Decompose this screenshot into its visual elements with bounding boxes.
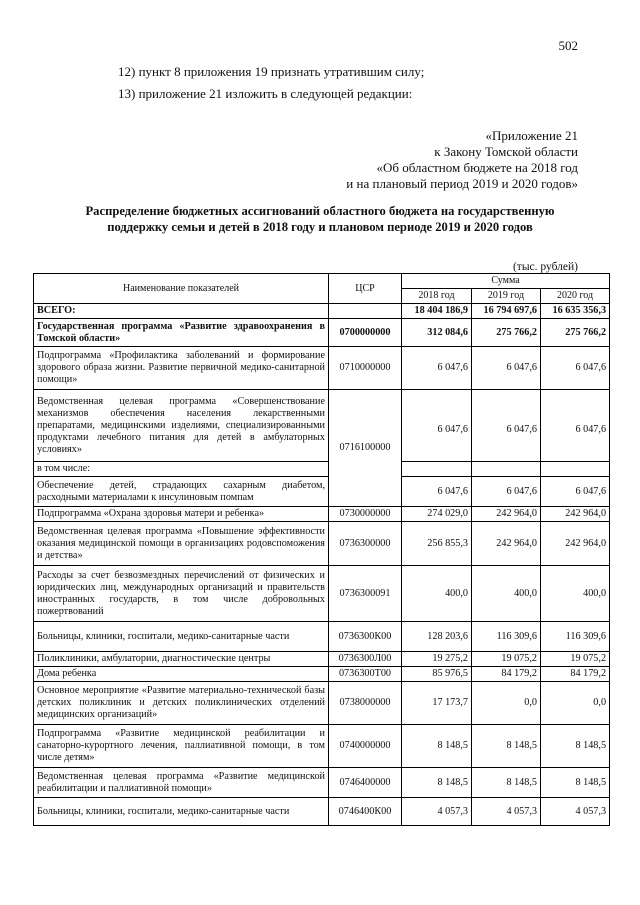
header-name: Наименование показателей: [34, 274, 329, 304]
row-2019: 16 794 697,6: [472, 304, 541, 319]
row-name: Больницы, клиники, госпитали, медико-санитарные части: [34, 622, 329, 652]
row-2019: [472, 462, 541, 477]
appendix-header: [278, 128, 578, 192]
row-2020: 6 047,6: [541, 390, 610, 462]
row-2019: 6 047,6: [472, 390, 541, 462]
row-2018: 4 057,3: [402, 798, 472, 826]
table-row: [34, 507, 610, 522]
row-2018: 17 173,7: [402, 682, 472, 725]
row-2018: [402, 462, 472, 477]
row-2018: 312 084,6: [402, 319, 472, 347]
row-2018: 8 148,5: [402, 725, 472, 768]
row-2019: 116 309,6: [472, 622, 541, 652]
row-2020: 84 179,2: [541, 667, 610, 682]
row-name: Подпрограмма «Охрана здоровья матери и ребенка»: [34, 507, 329, 522]
row-code: 0746400К00: [329, 798, 402, 826]
row-2020: 8 148,5: [541, 725, 610, 768]
row-code: 0736300Л00: [329, 652, 402, 667]
row-2020: [541, 462, 610, 477]
table-row: [34, 682, 610, 725]
row-name: Дома ребенка: [34, 667, 329, 682]
row-code: 0700000000: [329, 319, 402, 347]
row-code: 0736300Т00: [329, 667, 402, 682]
table-row: [34, 304, 610, 319]
page-number: 502: [558, 38, 578, 53]
row-2019: 19 075,2: [472, 652, 541, 667]
header-year-2018: 2018 год: [402, 289, 472, 304]
row-code: [329, 304, 402, 319]
table-row: [34, 622, 610, 652]
row-code: 0736300К00: [329, 622, 402, 652]
row-name: Подпрограмма «Развитие медицинской реабилитации и санаторно-курортного лечения, паллиативной помощи, в том числе детям»: [34, 725, 329, 768]
row-2020: 19 075,2: [541, 652, 610, 667]
row-2019: 400,0: [472, 566, 541, 622]
row-2018: 274 029,0: [402, 507, 472, 522]
row-name: Обеспечение детей, страдающих сахарным диабетом, расходными материалами к инсулиновым помпам: [34, 477, 329, 507]
row-code: 0746400000: [329, 768, 402, 798]
row-code: 0710000000: [329, 347, 402, 390]
row-2018: 6 047,6: [402, 347, 472, 390]
table-row: [34, 319, 610, 347]
row-code: 0736300000: [329, 522, 402, 566]
row-2020: 0,0: [541, 682, 610, 725]
row-2020: 116 309,6: [541, 622, 610, 652]
row-2018: 8 148,5: [402, 768, 472, 798]
row-code: 0738000000: [329, 682, 402, 725]
row-name: Расходы за счет безвозмездных перечислений от физических и юридических лиц, международных организаций и правительств иностранных государств, в том числе добровольных пожертвований: [34, 566, 329, 622]
row-2018: 400,0: [402, 566, 472, 622]
units-label: (тыс. рублей): [512, 261, 578, 273]
header-year-2020: 2020 год: [541, 289, 610, 304]
budget-table: [33, 273, 610, 826]
row-2018: 128 203,6: [402, 622, 472, 652]
paragraph-12: 12) пункт 8 приложения 19 признать утратившим силу;: [118, 64, 425, 79]
row-2020: 6 047,6: [541, 347, 610, 390]
row-2019: 6 047,6: [472, 477, 541, 507]
table-row: [34, 798, 610, 826]
row-2018: 256 855,3: [402, 522, 472, 566]
table-row: [34, 347, 610, 390]
header-code: ЦСР: [329, 274, 402, 304]
row-name: ВСЕГО:: [34, 304, 329, 319]
row-name: Поликлиники, амбулатории, диагностические центры: [34, 652, 329, 667]
table-row: [34, 566, 610, 622]
row-2019: 8 148,5: [472, 725, 541, 768]
row-2020: 242 964,0: [541, 522, 610, 566]
row-2019: 84 179,2: [472, 667, 541, 682]
row-2020: 16 635 356,3: [541, 304, 610, 319]
row-code: 0730000000: [329, 507, 402, 522]
row-name: в том числе:: [34, 462, 329, 477]
row-code: 0740000000: [329, 725, 402, 768]
header-sum: Сумма: [402, 274, 610, 289]
row-2020: 400,0: [541, 566, 610, 622]
row-name: Ведомственная целевая программа «Повышение эффективности оказания медицинской помощи в организациях родовспоможения и детства»: [34, 522, 329, 566]
row-2019: 275 766,2: [472, 319, 541, 347]
paragraph-13: 13) приложение 21 изложить в следующей редакции:: [118, 86, 413, 101]
row-2020: 6 047,6: [541, 477, 610, 507]
row-2018: 19 275,2: [402, 652, 472, 667]
table-row: [34, 522, 610, 566]
row-name: Основное мероприятие «Развитие материально-технической базы детских поликлиник и детских поликлинических отделений медицинских организаций»: [34, 682, 329, 725]
row-name: Государственная программа «Развитие здравоохранения в Томской области»: [34, 319, 329, 347]
table-row: [34, 652, 610, 667]
row-code: 0736300091: [329, 566, 402, 622]
table-row: [34, 667, 610, 682]
header-year-2019: 2019 год: [472, 289, 541, 304]
row-name: Больницы, клиники, госпитали, медико-санитарные части: [34, 798, 329, 826]
appendix-line: к Закону Томской области: [434, 144, 578, 159]
row-2020: 4 057,3: [541, 798, 610, 826]
row-2019: 242 964,0: [472, 522, 541, 566]
appendix-line: и на плановый период 2019 и 2020 годов»: [346, 176, 578, 191]
row-name: Подпрограмма «Профилактика заболеваний и формирование здорового образа жизни. Развитие первичной медико-санитарной помощи»: [34, 347, 329, 390]
document-title: [40, 203, 600, 235]
table-row: [34, 477, 610, 507]
row-2019: 4 057,3: [472, 798, 541, 826]
table-row: [34, 725, 610, 768]
row-2018: 18 404 186,9: [402, 304, 472, 319]
appendix-line: «Приложение 21: [485, 128, 578, 143]
row-2019: 0,0: [472, 682, 541, 725]
title-line: Распределение бюджетных ассигнований областного бюджета на государственную: [85, 204, 555, 218]
table-row: [34, 390, 610, 462]
row-2019: 242 964,0: [472, 507, 541, 522]
row-2018: 6 047,6: [402, 477, 472, 507]
title-line: поддержку семьи и детей в 2018 году и плановом периоде 2019 и 2020 годов: [107, 220, 533, 234]
row-2019: 8 148,5: [472, 768, 541, 798]
row-code: 0716100000: [329, 390, 402, 507]
row-name: Ведомственная целевая программа «Совершенствование механизмов обеспечения населения лекарственными препаратами, медицинскими изделиями, специализированными продуктами лечебного питания для детей в амбулаторных условиях»: [34, 390, 329, 462]
table-row: [34, 462, 610, 477]
row-name: Ведомственная целевая программа «Развитие медицинской реабилитации и паллиативной помощи»: [34, 768, 329, 798]
row-2020: 242 964,0: [541, 507, 610, 522]
row-2020: 8 148,5: [541, 768, 610, 798]
appendix-line: «Об областном бюджете на 2018 год: [376, 160, 578, 175]
row-2018: 6 047,6: [402, 390, 472, 462]
table-row: [34, 768, 610, 798]
row-2018: 85 976,5: [402, 667, 472, 682]
row-2020: 275 766,2: [541, 319, 610, 347]
row-2019: 6 047,6: [472, 347, 541, 390]
